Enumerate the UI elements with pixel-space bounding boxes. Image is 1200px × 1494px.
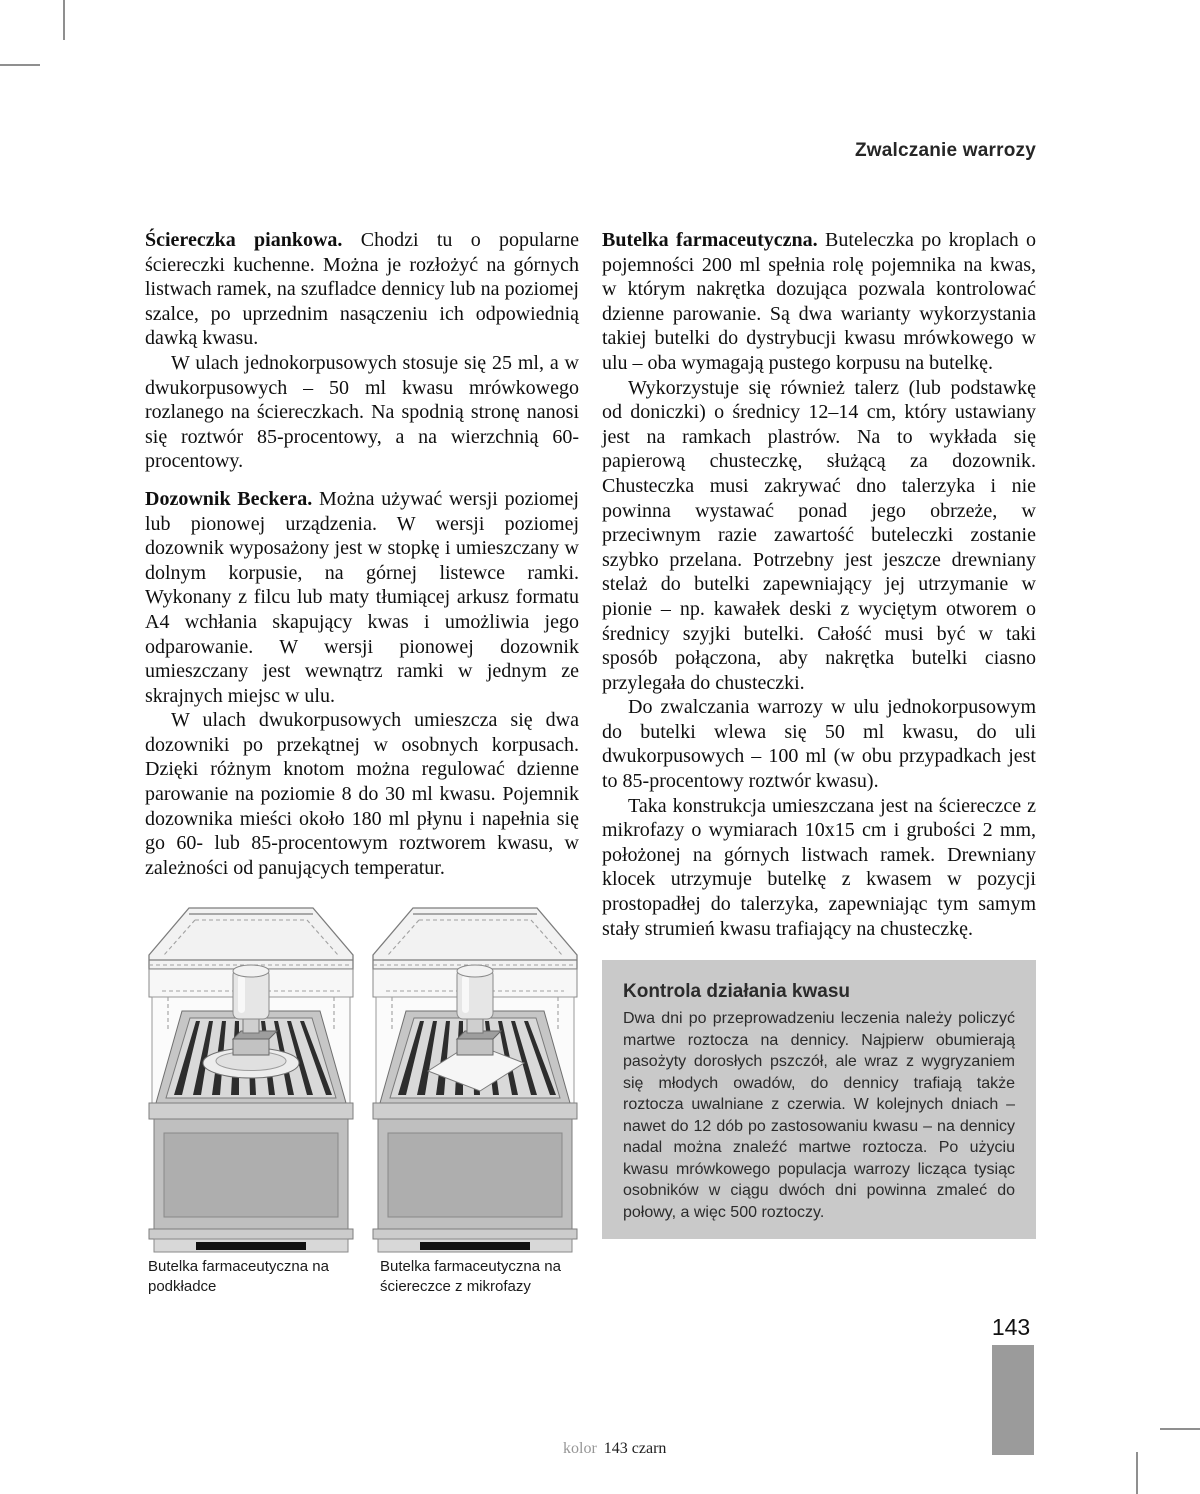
paragraph-lead: Dozownik Beckera. [145, 487, 313, 510]
hive-figure-bottle-on-plate [148, 903, 354, 1253]
print-note-page-word: 143 czarn [603, 1440, 667, 1457]
running-head: Zwalczanie warrozy [854, 140, 1036, 161]
page-number: 143 [991, 1314, 1031, 1340]
paragraph-text: W ulach jednokorpusowych stosuje się 25 ml, a w dwukorpusowych – 50 ml kwasu mrówkowego rozlanego na ściereczkach. Na spodnią stronę nanosi się roztwór 85-procentowy, a na wierzchnią 60-procentowy. [145, 351, 579, 473]
hive-illustration [372, 903, 578, 1253]
info-box-title: Kontrola działania kwasu [623, 981, 850, 1002]
paragraph-lead: Butelka farmaceutyczna. [602, 229, 818, 251]
paragraph-butelka [602, 228, 1036, 376]
hive-top-rim [373, 908, 577, 969]
paragraph-text: Można używać wersji poziomej lub pionowej urządzenia. W wersji poziomej dozownik wyposażony jest w stopkę i umieszczany w dolnym korpusie, na górnej listewce ramki. Wykonany z filcu lub maty tłumiącej arkusz formatu A4 wchłania skapujący kwas i umożliwia jego odparowanie. W wersji pionowej dozownik umieszczany jest wewnątrz ramki w jednym ze skrajnych miejsc w ulu. [145, 487, 579, 707]
paragraph-text: Wykorzystuje się również talerz (lub podstawkę od doniczki) o średnicy 12–14 cm, który ustawiany jest na ramkach plastrów. Na to wykłada się papierową chusteczkę, służącą za dozownik. Chusteczka musi zakrywać dno talerzyka i nie powinna wystawać ponad jego obrzeże, w przeciwnym razie zawartość buteleczki zostanie szybko przelana. Potrzebny jest jeszcze drewniany stelaż do butelki zapewniający jej utrzymanie w pionie – np. kawałek deski z wyciętym otworem o średnicy szyjki butelki. Całość musi być w taki sposób połączona, aby nakrętka butelki ciasno przylegała do chusteczki. [602, 376, 1036, 694]
crop-mark-top-left-vertical [63, 0, 65, 40]
hive-top-rim [149, 908, 353, 969]
paragraph-lead: Ściereczka piankowa. [145, 229, 343, 251]
paragraph [602, 376, 1036, 696]
print-note-color-word: kolor [563, 1440, 597, 1457]
hive-entrance [420, 1242, 530, 1250]
paragraph [602, 695, 1036, 793]
paragraph-text: W ulach dwukorpusowych umieszcza się dwa dozowniki po przekątnej w osobnych korpusach. Dzięki różnym knotom można regulować dzienne parowanie na poziomie 8 do 30 ml kwasu. Pojemnik dozownika mieści około 180 ml płynu i napełnia się go 60- lub 85-procentowym roztworem kwasu, w zależności od panujących temperatur. [145, 709, 579, 879]
figure-caption: Butelka farmaceutyczna na podkładce [148, 1258, 329, 1295]
paragraph [602, 794, 1036, 942]
paragraph [145, 708, 579, 880]
info-box-text: Dwa dni po przeprowadzeniu leczenia należy policzyć martwe roztocza na dennicy. Najpierw obumierają pasożyty dorosłych pszczół, ale wraz z wygryzaniem się młodych owadów, do dennicy trafiają także roztocza uwalniane z czerwia. W kolejnych dniach – nawet do 12 dób po zastosowaniu kwasu – na dennicy nadal można znaleźć martwe roztocza. Po użyciu kwasu mrówkowego populacja warrozy licząca tysiąc osobników w ciągu dwóch dni powinna zmaleć do połowy, a więc 500 roztoczy. [623, 1010, 1015, 1221]
hive-illustration [148, 903, 354, 1253]
crop-mark-bottom-right-vertical [1136, 1452, 1138, 1494]
paragraph-text: Chodzi tu o popularne ściereczki kuchenne. Można je rozłożyć na górnych listwach ramek, na szufladce dennicy lub na poziomej szalce, po uprzednim nasączeniu ich odpowiednią dawką kwasu. [145, 229, 579, 350]
hive-figure-bottle-on-cloth [372, 903, 578, 1253]
hive-entrance [196, 1242, 306, 1250]
print-note [563, 1440, 666, 1458]
left-column [145, 228, 579, 880]
paragraph-text: Buteleczka po kroplach o pojemności 200 ml spełnia rolę pojemnika na kwas, w którym nakrętka dozująca pozwala kontrolować dzienne parowanie. Są dwa warianty wykorzystania takiej butelki do dystrybucji kwasu mrówkowego w ulu – oba wymagają pustego korpusu na butelkę. [602, 229, 1036, 374]
crop-mark-top-left-horizontal [0, 64, 40, 66]
info-box-acid-control [602, 960, 1036, 1239]
paragraph-dozownik [145, 487, 579, 708]
hive-lower-body [149, 1103, 353, 1252]
hive-lower-body [373, 1103, 577, 1252]
crop-mark-bottom-right-horizontal [1160, 1428, 1200, 1430]
right-column [602, 228, 1036, 941]
paragraph-text: Taka konstrukcja umieszczana jest na ściereczce z mikrofazy o wymiarach 10x15 cm i grubości 2 mm, położonej na górnych listwach ramek. Drewniany klocek utrzymuje butelkę z kwasem w pozycji prostopadłej do talerzyka, zapewniając tym samym stały strumień kwasu trafiający na chusteczkę. [602, 794, 1036, 940]
paragraph-scierka [145, 228, 579, 351]
paragraph-text: Do zwalczania warrozy w ulu jednokorpusowym do butelki wlewa się 50 ml kwasu, do uli dwukorpusowych – 100 ml (w obu przypadkach jest to 85-procentowy roztwór kwasu). [602, 696, 1036, 793]
paragraph [145, 351, 579, 474]
thumb-index-tab [992, 1345, 1034, 1455]
figure-caption: Butelka farmaceutyczna na ściereczce z mikrofazy [380, 1258, 561, 1295]
